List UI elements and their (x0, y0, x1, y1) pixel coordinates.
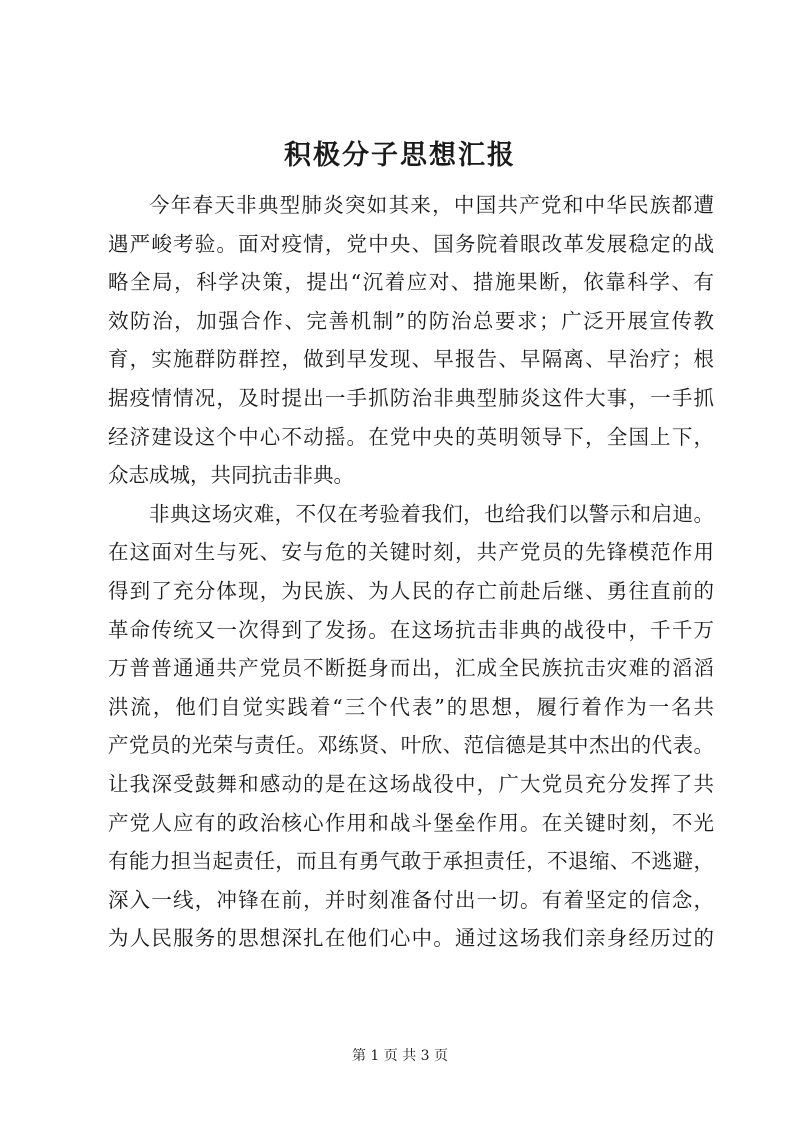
text-line: 遇严峻考验。面对疫情，党中央、国务院着眼改革发展稳定的战 (108, 231, 714, 256)
text-line: 让我深受鼓舞和感动的是在这场战役中，广大党员充分发挥了共 (108, 771, 714, 796)
text-line: 产党人应有的政治核心作用和战斗堡垒作用。在关键时刻，不光 (108, 810, 714, 835)
text-line: 得到了充分体现，为民族、为人民的存亡前赴后继、勇往直前的 (108, 578, 714, 603)
text-line: 略全局，科学决策，提出“沉着应对、措施果断，依靠科学、有 (108, 270, 714, 295)
document-body (108, 186, 714, 958)
paragraph-1 (108, 186, 714, 495)
text-line: 经济建设这个中心不动摇。在党中央的英明领导下，全国上下， (108, 424, 714, 449)
text-line: 万普普通通共产党员不断挺身而出，汇成全民族抗击灾难的滔滔 (108, 656, 714, 681)
text-line: 据疫情情况，及时提出一手抓防治非典型肺炎这件大事，一手抓 (108, 385, 714, 410)
paragraph-2 (108, 495, 714, 958)
page-footer: 第 1 页 共 3 页 (351, 1048, 449, 1064)
text-line: 效防治，加强合作、完善机制”的防治总要求；广泛开展宣传教 (108, 308, 714, 333)
text-line: 产党员的光荣与责任。邓练贤、叶欣、范信德是其中杰出的代表。 (108, 733, 714, 758)
text-line: 为人民服务的思想深扎在他们心中。通过这场我们亲身经历过的 (108, 926, 714, 951)
text-line: 非典这场灾难，不仅在考验着我们，也给我们以警示和启迪。 (149, 501, 714, 526)
document-title: 积极分子思想汇报 (284, 140, 516, 171)
text-line: 深入一线，冲锋在前，并时刻准备付出一切。有着坚定的信念， (108, 887, 714, 912)
text-line: 众志成城，共同抗击非典。 (108, 463, 354, 488)
text-line: 育，实施群防群控，做到早发现、早报告、早隔离、早治疗；根 (108, 347, 714, 372)
text-line: 革命传统又一次得到了发扬。在这场抗击非典的战役中，千千万 (108, 617, 714, 642)
text-line: 在这面对生与死、安与危的关键时刻，共产党员的先锋模范作用 (108, 540, 714, 565)
text-line: 洪流，他们自觉实践着“三个代表”的思想，履行着作为一名共 (108, 694, 714, 719)
text-line: 今年春天非典型肺炎突如其来，中国共产党和中华民族都遭 (149, 193, 714, 217)
text-line: 有能力担当起责任，而且有勇气敢于承担责任，不退缩、不逃避， (108, 849, 714, 874)
